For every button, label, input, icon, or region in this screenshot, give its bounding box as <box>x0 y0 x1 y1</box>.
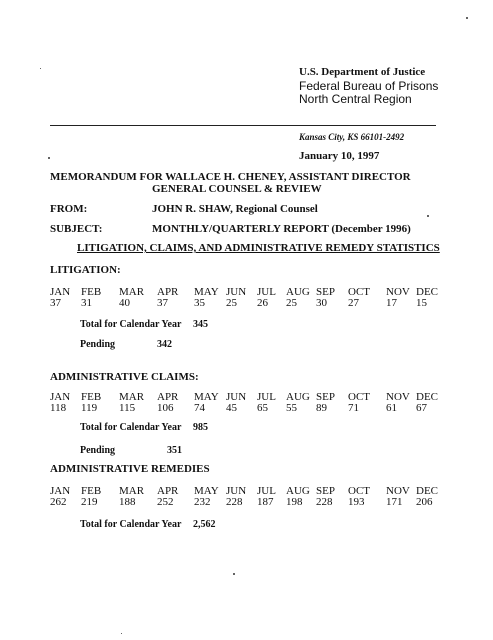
from-label: FROM: <box>50 203 88 215</box>
header-rule <box>50 125 436 126</box>
litigation-total-label: Total for Calendar Year <box>80 319 182 330</box>
month-label: APR <box>157 391 179 403</box>
month-label: JAN <box>50 485 71 497</box>
claims-title: ADMINISTRATIVE CLAIMS: <box>50 371 199 383</box>
litigation-title: LITIGATION: <box>50 264 121 276</box>
month-label: FEB <box>81 286 102 298</box>
remedies-value-row <box>0 496 493 508</box>
month-value: 26 <box>257 297 268 309</box>
month-label: AUG <box>286 286 310 298</box>
memo-recipient-office: GENERAL COUNSEL & REVIEW <box>152 183 322 195</box>
litigation-total-value: 345 <box>193 319 208 330</box>
region-name: North Central Region <box>299 92 412 106</box>
month-label: JUL <box>257 485 276 497</box>
month-label: JUN <box>226 286 247 298</box>
from-value: JOHN R. SHAW, Regional Counsel <box>152 203 318 215</box>
month-value: 31 <box>81 297 92 309</box>
month-value: 206 <box>416 496 433 508</box>
month-label: SEP <box>316 391 335 403</box>
agency-name: U.S. Department of Justice <box>299 66 426 78</box>
scan-speck <box>466 17 468 19</box>
month-value: 188 <box>119 496 136 508</box>
month-label: MAR <box>119 286 145 298</box>
month-label: FEB <box>81 391 102 403</box>
month-label: JUN <box>226 391 247 403</box>
subject-value: MONTHLY/QUARTERLY REPORT (December 1996) <box>152 223 411 235</box>
memo-recipient: MEMORANDUM FOR WALLACE H. CHENEY, ASSISTANT DIRECTOR <box>50 171 411 183</box>
office-address: Kansas City, KS 66101-2492 <box>299 132 405 142</box>
scan-speck <box>48 157 50 159</box>
scan-speck <box>427 215 429 217</box>
month-label: OCT <box>348 286 370 298</box>
month-value: 25 <box>226 297 237 309</box>
month-value: 37 <box>50 297 61 309</box>
month-value: 219 <box>81 496 98 508</box>
month-value: 115 <box>119 402 136 414</box>
month-value: 35 <box>194 297 205 309</box>
month-value: 171 <box>386 496 403 508</box>
month-label: JUL <box>257 286 276 298</box>
month-label: OCT <box>348 485 370 497</box>
month-value: 65 <box>257 402 268 414</box>
month-label: JAN <box>50 286 71 298</box>
month-label: DEC <box>416 485 438 497</box>
month-label: DEC <box>416 391 438 403</box>
month-value: 252 <box>157 496 174 508</box>
month-label: JUN <box>226 485 247 497</box>
month-label: AUG <box>286 485 310 497</box>
claims-total-value: 985 <box>193 422 208 433</box>
bureau-name: Federal Bureau of Prisons <box>299 79 439 93</box>
month-value: 193 <box>348 496 365 508</box>
month-label: MAY <box>194 391 219 403</box>
month-label: APR <box>157 485 179 497</box>
month-label: APR <box>157 286 179 298</box>
litigation-pending-value: 342 <box>157 339 172 350</box>
month-label: MAY <box>194 485 219 497</box>
month-label: MAR <box>119 391 145 403</box>
month-value: 15 <box>416 297 427 309</box>
month-label: DEC <box>416 286 438 298</box>
subject-label: SUBJECT: <box>50 223 103 235</box>
month-label: NOV <box>386 391 410 403</box>
month-value: 119 <box>81 402 98 414</box>
month-value: 74 <box>194 402 205 414</box>
month-value: 17 <box>386 297 397 309</box>
month-value: 232 <box>194 496 211 508</box>
month-label: MAY <box>194 286 219 298</box>
month-value: 67 <box>416 402 427 414</box>
month-label: NOV <box>386 286 410 298</box>
month-value: 187 <box>257 496 274 508</box>
litigation-value-row <box>0 297 493 309</box>
claims-pending-label: Pending <box>80 445 116 456</box>
month-value: 27 <box>348 297 359 309</box>
month-label: SEP <box>316 286 335 298</box>
month-value: 228 <box>316 496 333 508</box>
month-label: JUL <box>257 391 276 403</box>
month-value: 37 <box>157 297 168 309</box>
remedies-total-label: Total for Calendar Year <box>80 519 182 530</box>
month-label: AUG <box>286 391 310 403</box>
month-value: 45 <box>226 402 237 414</box>
month-value: 89 <box>316 402 327 414</box>
claims-pending-value: 351 <box>167 445 182 456</box>
month-value: 262 <box>50 496 67 508</box>
memo-date: January 10, 1997 <box>299 150 380 162</box>
scan-speck <box>121 633 122 634</box>
month-value: 61 <box>386 402 397 414</box>
month-label: NOV <box>386 485 410 497</box>
claims-value-row <box>0 402 493 414</box>
month-value: 118 <box>50 402 67 414</box>
month-value: 71 <box>348 402 359 414</box>
month-value: 198 <box>286 496 303 508</box>
month-label: OCT <box>348 391 370 403</box>
month-label: JAN <box>50 391 71 403</box>
scan-speck <box>233 573 235 575</box>
claims-total-label: Total for Calendar Year <box>80 422 182 433</box>
month-value: 40 <box>119 297 130 309</box>
month-value: 106 <box>157 402 174 414</box>
remedies-title: ADMINISTRATIVE REMEDIES <box>50 463 210 475</box>
litigation-pending-label: Pending <box>80 339 116 350</box>
month-value: 228 <box>226 496 243 508</box>
month-label: SEP <box>316 485 335 497</box>
month-value: 30 <box>316 297 327 309</box>
month-value: 25 <box>286 297 297 309</box>
statistics-heading: LITIGATION, CLAIMS, AND ADMINISTRATIVE REMEDY STATISTICS <box>77 242 440 254</box>
remedies-total-value: 2,562 <box>193 519 216 530</box>
month-label: MAR <box>119 485 145 497</box>
scan-speck <box>40 68 41 69</box>
month-value: 55 <box>286 402 297 414</box>
month-label: FEB <box>81 485 102 497</box>
